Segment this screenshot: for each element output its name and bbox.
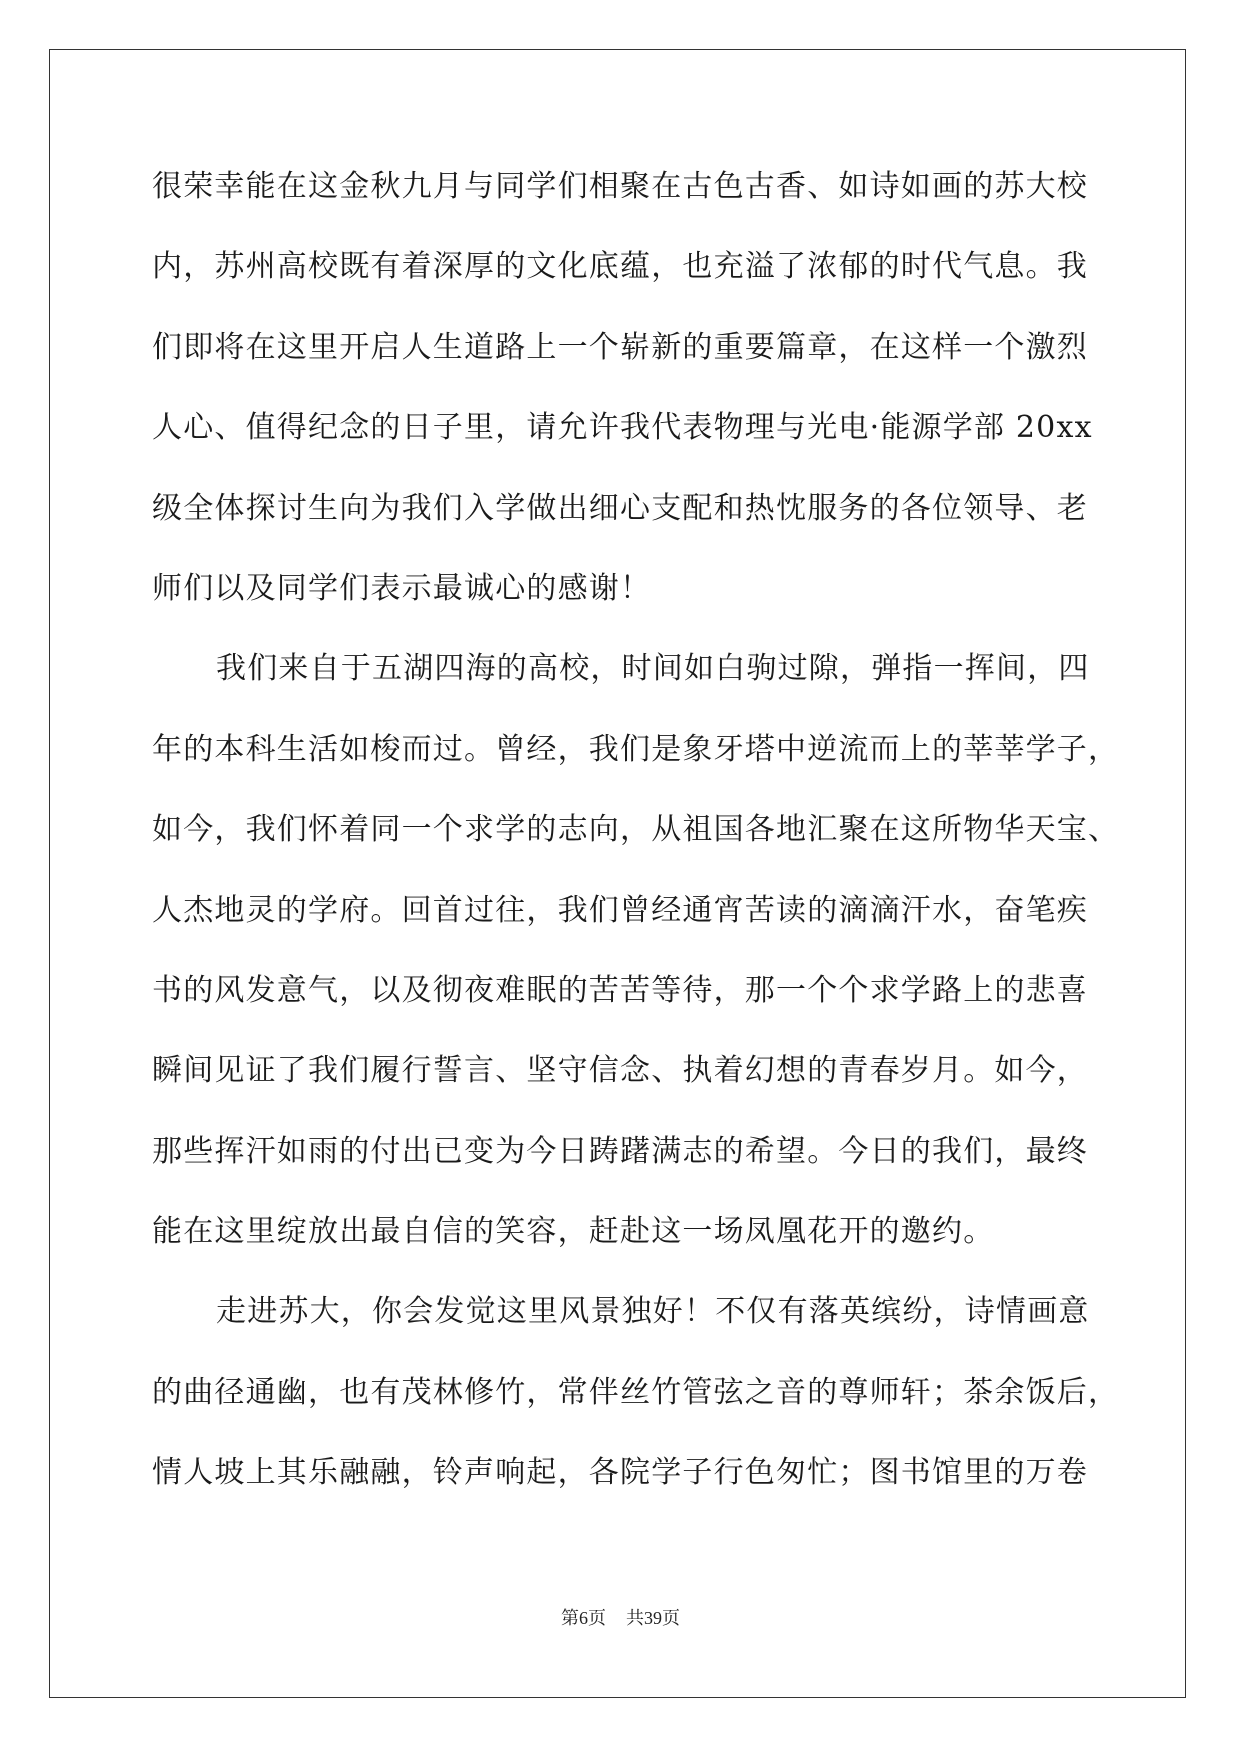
document-body	[152, 162, 1120, 1529]
total-prefix: 共	[626, 1608, 644, 1629]
body-line-17: 情人坡上其乐融融，铃声响起，各院学子行色匆忙；图书馆里的万卷	[152, 1455, 1088, 1491]
page-suffix: 页	[588, 1608, 606, 1629]
total-suffix: 页	[662, 1608, 680, 1629]
body-line-14: 能在这里绽放出最自信的笑容，赶赴这一场凤凰花开的邀约。	[152, 1214, 995, 1250]
body-line-1: 很荣幸能在这金秋九月与同学们相聚在古色古香、如诗如画的苏大校	[152, 169, 1088, 204]
body-line-11: 书的风发意气，以及彻夜难眠的苦苦等待，那一个个求学路上的悲喜	[152, 972, 1088, 1008]
body-line-16: 的曲径通幽，也有茂林修竹，常伴丝竹管弦之音的尊师轩；茶余饭后，	[152, 1374, 1120, 1410]
body-line-12: 瞬间见证了我们履行誓言、坚守信念、执着幻想的青春岁月。如今，	[152, 1053, 1088, 1089]
page-footer	[0, 1606, 1241, 1631]
body-line-4: 人心、值得纪念的日子里，请允许我代表物理与光电·能源学部 20xx	[152, 410, 1093, 446]
body-line-6: 师们以及同学们表示最诚心的感谢！	[152, 570, 652, 606]
total-pages-label	[626, 1608, 680, 1629]
body-line-8: 年的本科生活如梭而过。曾经，我们是象牙塔中逆流而上的莘莘学子，	[152, 731, 1120, 767]
body-line-2: 内，苏州高校既有着深厚的文化底蕴，也充溢了浓郁的时代气息。我	[152, 249, 1088, 285]
total-pages: 39	[644, 1608, 662, 1628]
body-line-13: 那些挥汗如雨的付出已变为今日踌躇满志的希望。今日的我们，最终	[152, 1133, 1088, 1169]
body-line-5: 级全体探讨生向为我们入学做出细心支配和热忱服务的各位领导、老	[152, 490, 1088, 526]
page-number: 6	[579, 1608, 588, 1628]
body-line-10: 人杰地灵的学府。回首过往，我们曾经通宵苦读的滴滴汗水，奋笔疾	[152, 892, 1088, 928]
body-line-3: 们即将在这里开启人生道路上一个崭新的重要篇章，在这样一个激烈	[152, 329, 1088, 365]
body-line-7: 我们来自于五湖四海的高校，时间如白驹过隙，弹指一挥间，四	[216, 651, 1090, 687]
body-line-15: 走进苏大，你会发觉这里风景独好！不仅有落英缤纷，诗情画意	[216, 1294, 1090, 1330]
page-number-label	[561, 1608, 606, 1629]
page-prefix: 第	[561, 1608, 579, 1629]
body-line-9: 如今，我们怀着同一个求学的志向，从祖国各地汇聚在这所物华天宝、	[152, 812, 1120, 848]
